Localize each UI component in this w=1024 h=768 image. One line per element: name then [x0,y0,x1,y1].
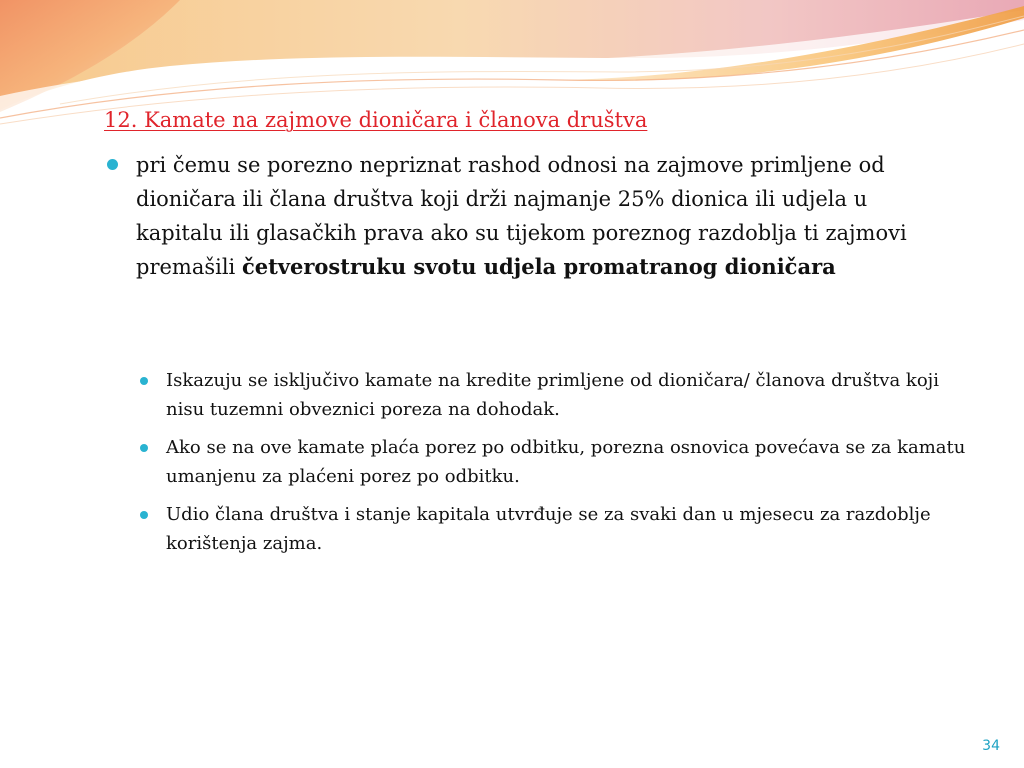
main-bullet-text: pri čemu se porezno nepriznat rashod odnosi na zajmove primljene od dioničara ili člana društva koji drži najmanje 25% dionica ili udjela u kapitalu ili glasačkih prava ako su tijekom poreznog razdoblja ti zajmovi premašili [136,153,907,279]
bullet-dot-icon [140,511,148,519]
bullet-dot-icon [140,377,148,385]
list-item [136,433,966,491]
bullet-dot-icon [140,444,148,452]
sub-bullet-text: Udio člana društva i stanje kapitala utvrđuje se za svaki dan u mjesecu za razdoblje korištenja zajma. [166,504,931,554]
list-item [136,366,966,424]
sub-bullet-list [136,366,966,567]
slide-heading: 12. Kamate na zajmove dioničara i članova društva [104,108,648,132]
sub-bullet-text: Iskazuju se isključivo kamate na kredite primljene od dioničara/ članova društva koji nisu tuzemni obveznici poreza na dohodak. [166,370,940,420]
page-number: 34 [982,738,1000,754]
main-bullet-bold-text: četverostruku svotu udjela promatranog dioničara [241,254,836,279]
bullet-dot-icon [107,159,118,170]
sub-bullet-text: Ako se na ove kamate plaća porez po odbitku, porezna osnovica povećava se za kamatu umanjenu za plaćeni porez po odbitku. [166,437,966,487]
list-item [136,500,966,558]
main-bullet-item [104,148,944,284]
